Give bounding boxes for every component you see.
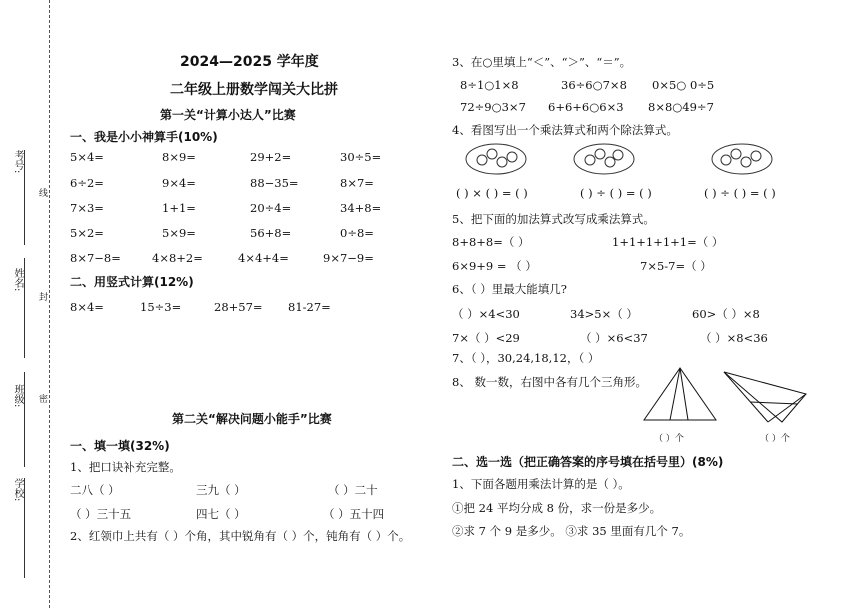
- calc-item: 5×2=: [70, 226, 104, 240]
- fill-blank-item: （ ）三十五: [70, 507, 132, 521]
- question-text: 8、 数一数，右图中各有几个三角形。: [452, 375, 647, 389]
- compare-item: 8×8○49÷7: [648, 100, 714, 114]
- vertical-calc-item: 28+57=: [214, 300, 263, 314]
- level1-title: 第一关“计算小达人”比赛: [160, 108, 296, 122]
- calc-item: 34+8=: [340, 201, 382, 215]
- binding-mark-secret: 密: [37, 394, 47, 403]
- calc-item: 5×9=: [162, 226, 196, 240]
- vertical-calc-item: 81-27=: [288, 300, 331, 314]
- fill-blank-item: 三九（ ）: [196, 483, 246, 497]
- binding-label-class: 班级:: [12, 384, 23, 408]
- calc-item: 9×7−9=: [323, 251, 374, 265]
- triangle-count-answer: （ ）个: [760, 434, 790, 444]
- calc-item: 8×9=: [162, 150, 196, 164]
- calc-item: 4×4+4=: [238, 251, 289, 265]
- binding-label-exam-no: 考号:: [12, 150, 23, 174]
- calc-item: 6÷2=: [70, 176, 104, 190]
- page-title: 二年级上册数学闯关大比拼: [170, 82, 338, 98]
- binding-mark-line: 线: [37, 188, 47, 197]
- calc-item: 8×7=: [340, 176, 374, 190]
- fruit-group: [712, 144, 772, 174]
- question-text: 2、红领巾上共有（ ）个角，其中锐角有（ ）个，钝角有（ ）个。: [70, 529, 411, 543]
- fruit-groups-figure: [464, 142, 828, 182]
- calc-item: 9×4=: [162, 176, 196, 190]
- fill-blank-item: （ ）五十四: [323, 507, 385, 521]
- compare-item: 72÷9○3×7: [460, 100, 526, 114]
- section-heading: 二、选一选（把正确答案的序号填在括号里）(8%): [452, 455, 724, 469]
- fruit-group: [466, 144, 526, 174]
- section-heading: 一、填一填(32%): [70, 439, 170, 453]
- triangle-count-answer: （ ）个: [654, 434, 684, 444]
- binding-label-school: 学校:: [12, 478, 23, 502]
- triangle-figure-2: [720, 370, 812, 426]
- question-text: 1、把口诀补充完整。: [70, 460, 181, 474]
- calc-item: 5×4=: [70, 150, 104, 164]
- calc-item: 4×8+2=: [152, 251, 203, 265]
- calc-item: 56+8=: [250, 226, 292, 240]
- calc-item: 30÷5=: [340, 150, 382, 164]
- section-heading: 一、我是小小神算手(10%): [70, 130, 218, 144]
- fill-blank-item: 二八（ ）: [70, 483, 120, 497]
- equation-blank: ( ) × ( ) = ( ): [456, 186, 528, 200]
- rewrite-item: 7×5-7=（ ）: [640, 259, 712, 273]
- max-fill-item: 34>5×（ ）: [570, 307, 638, 321]
- section-heading: 二、用竖式计算(12%): [70, 275, 194, 289]
- calc-item: 8×7−8=: [70, 251, 121, 265]
- rewrite-item: 1+1+1+1+1=（ ）: [612, 235, 724, 249]
- max-fill-item: （ ）×4<30: [452, 307, 520, 321]
- choice-option: ②求 7 个 9 是多少。 ③求 35 里面有几个 7。: [452, 524, 691, 538]
- vertical-calc-item: 15÷3=: [140, 300, 182, 314]
- school-year: 2024—2025 学年度: [180, 54, 319, 70]
- equation-blank: ( ) ÷ ( ) = ( ): [704, 186, 776, 200]
- rewrite-item: 8+8+8=（ ）: [452, 235, 530, 249]
- level2-title: 第二关“解决问题小能手”比赛: [172, 412, 332, 426]
- equation-blank: ( ) ÷ ( ) = ( ): [580, 186, 652, 200]
- binding-dashed-line: [49, 0, 50, 608]
- rewrite-item: 6×9+9 = （ ）: [452, 259, 537, 273]
- triangle-figure-1: [640, 366, 730, 422]
- fill-blank-item: （ ）二十: [328, 483, 378, 497]
- question-text: 6、（ ）里最大能填几?: [452, 282, 567, 296]
- sequence-question: 7、（ ），30,24,18,12，（ ）: [452, 351, 600, 365]
- compare-item: 0×5○ 0÷5: [652, 78, 715, 92]
- fill-blank-item: 四七（ ）: [196, 507, 246, 521]
- compare-item: 36÷6○7×8: [561, 78, 627, 92]
- calc-item: 20÷4=: [250, 201, 292, 215]
- calc-item: 1+1=: [162, 201, 196, 215]
- binding-mark-seal: 封: [37, 292, 47, 301]
- max-fill-item: 7×（ ）<29: [452, 331, 520, 345]
- compare-item: 6+6+6○6×3: [548, 100, 624, 114]
- calc-item: 88−35=: [250, 176, 299, 190]
- fruit-group: [574, 144, 634, 174]
- calc-item: 29+2=: [250, 150, 292, 164]
- max-fill-item: （ ）×8<36: [700, 331, 768, 345]
- question-text: 3、在○里填上“＜”、“＞”、“＝”。: [452, 55, 632, 69]
- max-fill-item: （ ）×6<37: [580, 331, 648, 345]
- max-fill-item: 60>（ ）×8: [692, 307, 760, 321]
- binding-label-name: 姓名:: [12, 268, 23, 292]
- question-text: 1、下面各题用乘法计算的是（ ）。: [452, 477, 630, 491]
- vertical-calc-item: 8×4=: [70, 300, 104, 314]
- question-text: 4、看图写出一个乘法算式和两个除法算式。: [452, 123, 678, 137]
- calc-item: 0÷8=: [340, 226, 374, 240]
- calc-item: 7×3=: [70, 201, 104, 215]
- compare-item: 8÷1○1×8: [460, 78, 519, 92]
- question-text: 5、把下面的加法算式改写成乘法算式。: [452, 212, 655, 226]
- choice-option: ①把 24 平均分成 8 份，求一份是多少。: [452, 501, 662, 515]
